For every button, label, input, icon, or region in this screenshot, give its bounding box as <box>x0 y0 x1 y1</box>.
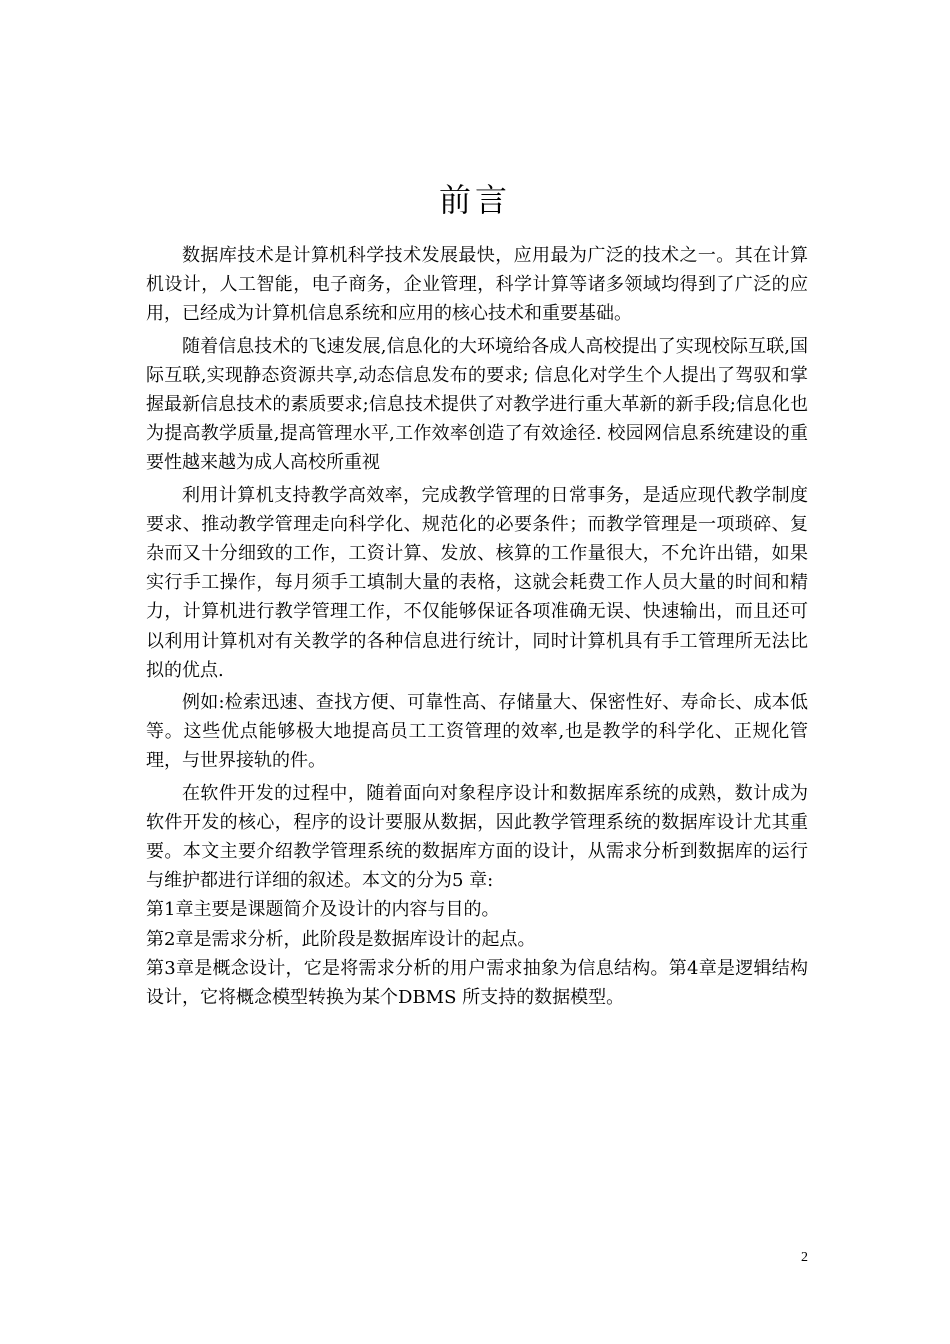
paragraph-software-development: 在软件开发的过程中，随着面向对象程序设计和数据库系统的成熟，数计成为软件开发的核心，程序的设计要服从数据，因此教学管理系统的数据库设计尤其重要。本文主要介绍教学管理系统的数据库方面的设计，从需求分析到数据库的运行与维护都进行详细的叙述。本文的分为5 章: <box>146 782 808 892</box>
paragraph-advantages: 例如:检索迅速、查找方便、可靠性高、存储量大、保密性好、寿命长、成本低等。这些优点能够极大地提高员工工资管理的效率,也是教学的科学化、正规化管理，与世界接轨的件。 <box>146 692 808 772</box>
chapter-2-summary: 第2章是需求分析，此阶段是数据库设计的起点。 <box>146 928 536 950</box>
page-number: 2 <box>801 1250 808 1265</box>
paragraph-intro: 数据库技术是计算机科学技术发展最快，应用最为广泛的技术之一。其在计算机设计，人工智能，电子商务，企业管理，科学计算等诸多领域均得到了广泛的应用，已经成为计算机信息系统和应用的核心技术和重要基础。 <box>146 245 808 325</box>
document-body <box>146 241 808 1012</box>
chapter-1-summary: 第1章主要是课题简介及设计的内容与目的。 <box>146 899 500 921</box>
page-title: 前言 <box>438 181 511 219</box>
paragraph-computer-management: 利用计算机支持教学高效率，完成教学管理的日常事务，是适应现代教学制度要求、推动教学管理走向科学化、规范化的必要条件；而教学管理是一项琐碎、复杂而又十分细致的工作，工资计算、发放、核算的工作量很大，不允许出错，如果实行手工操作，每月须手工填制大量的表格，这就会耗费工作人员大量的时间和精力，计算机进行教学管理工作，不仅能够保证各项准确无误、快速输出，而且还可以利用计算机对有关教学的各种信息进行统计，同时计算机具有手工管理所无法比拟的优点. <box>146 484 808 681</box>
paragraph-informatization: 随着信息技术的飞速发展,信息化的大环境给各成人高校提出了实现校际互联,国际互联,实现静态资源共享,动态信息发布的要求; 信息化对学生个人提出了驾驭和掌握最新信息技术的素质要求;信息技术提供了对教学进行重大革新的新手段;信息化也为提高教学质量,提高管理水平,工作效率创造了有效途径. 校园网信息系统建设的重要性越来越为成人高校所重视 <box>146 335 808 474</box>
chapter-3-4-summary: 第3章是概念设计，它是将需求分析的用户需求抽象为信息结构。第4章是逻辑结构设计，它将概念模型转换为某个DBMS 所支持的数据模型。 <box>146 957 808 1009</box>
